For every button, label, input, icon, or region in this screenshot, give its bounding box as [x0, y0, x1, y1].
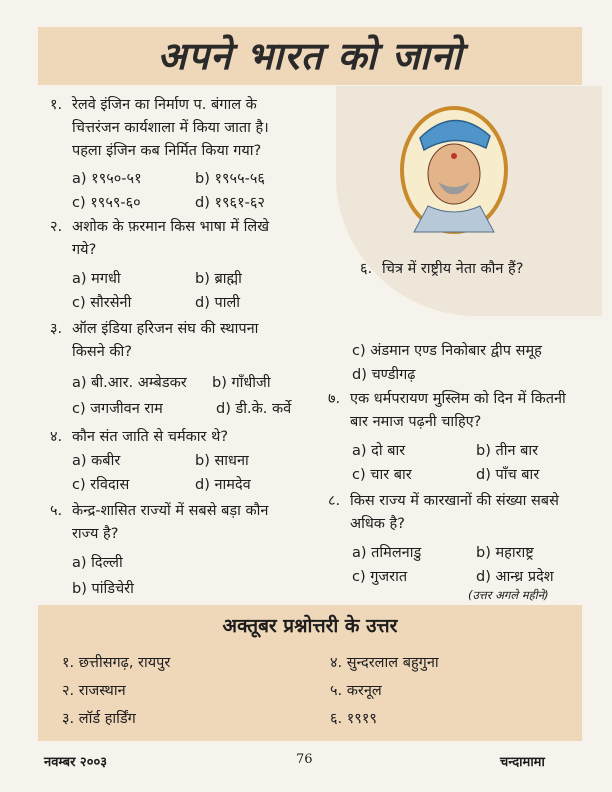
option-c: c) सौरसेनी	[72, 295, 132, 311]
question-text-line: बार नमाज पढ़नी चाहिए?	[350, 414, 482, 430]
answer-item: ६. १९१९	[330, 711, 377, 727]
next-month-note: (उत्तर अगले महीने)	[468, 588, 549, 602]
option-c: c) रविदास	[72, 477, 130, 493]
option-d: d) नामदेव	[195, 477, 251, 493]
option-d: d) आन्ध्र प्रदेश	[476, 569, 554, 585]
question-number: ३.	[50, 321, 63, 337]
question-text-line: राज्य है?	[72, 526, 119, 542]
answer-item: ३. लॉर्ड हार्डिंग	[62, 711, 136, 727]
option-b: b) साधना	[195, 453, 249, 469]
option-b: b) तीन बार	[476, 443, 539, 459]
question-number: ५.	[50, 503, 63, 519]
answer-item: १. छत्तीसगढ़, रायपुर	[62, 655, 171, 671]
answers-title: अक्तूबर प्रश्नोत्तरी के उत्तर	[222, 615, 398, 637]
answer-item: ४. सुन्दरलाल बहुगुना	[330, 655, 439, 671]
option-d: d) चण्डीगढ़	[352, 367, 416, 383]
question-text-line: केन्द्र-शासित राज्यों में सबसे बड़ा कौन	[72, 503, 269, 519]
question-text-line: अधिक है?	[350, 516, 405, 532]
option-b: b) १९५५-५६	[195, 171, 265, 187]
question-number: ७.	[328, 391, 341, 407]
question-number: २.	[50, 219, 63, 235]
question-text-line: गये?	[72, 242, 97, 258]
option-a: a) तमिलनाडु	[352, 545, 422, 561]
answer-item: ५. करनूल	[330, 683, 382, 699]
question-3	[50, 318, 320, 364]
option-c: c) १९५९-६०	[72, 195, 141, 211]
question-7	[328, 388, 588, 434]
question-6	[360, 258, 580, 281]
question-text-line: पहला इंजिन कब निर्मित किया गया?	[72, 143, 262, 159]
question-4	[50, 426, 320, 449]
answer-item: २. राजस्थान	[62, 683, 126, 699]
question-8	[328, 490, 588, 536]
option-c: c) चार बार	[352, 467, 412, 483]
option-b: b) गाँधीजी	[212, 375, 271, 391]
option-b: b) महाराष्ट्र	[476, 545, 534, 561]
page-number: 76	[296, 752, 313, 767]
question-1	[50, 94, 320, 163]
question-2	[50, 216, 320, 262]
question-number: १.	[50, 97, 63, 113]
option-a: a) दो बार	[352, 443, 406, 459]
question-text-line: अशोक के फ़रमान किस भाषा में लिखे	[72, 219, 270, 235]
option-a: a) मगधी	[72, 271, 121, 287]
option-d: d) पाली	[195, 295, 241, 311]
option-a: a) बी.आर. अम्बेडकर	[72, 375, 187, 391]
option-a: a) १९५०-५१	[72, 171, 142, 187]
question-number: ६.	[360, 261, 373, 277]
question-text-line: किस राज्य में कारखानों की संख्या सबसे	[350, 493, 559, 509]
option-d: d) डी.के. कर्वे	[216, 401, 292, 417]
option-d: d) १९६१-६२	[195, 195, 265, 211]
footer-issue-date: नवम्बर २००३	[44, 755, 107, 770]
option-a: a) कबीर	[72, 453, 121, 469]
footer-magazine-name: चन्दामामा	[500, 755, 545, 770]
option-d: d) पाँच बार	[476, 467, 540, 483]
question-text-line: कौन संत जाति से चर्मकार थे?	[72, 429, 229, 445]
question-number: ८.	[328, 493, 341, 509]
option-c: c) अंडमान एण्ड निकोबार द्वीप समूह	[352, 343, 542, 359]
option-c: c) गुजरात	[352, 569, 408, 585]
option-b: b) ब्राह्मी	[195, 271, 242, 287]
option-b: b) पांडिचेरी	[72, 581, 134, 597]
national-leader-portrait	[398, 96, 510, 236]
question-text-line: ऑल इंडिया हरिजन संघ की स्थापना	[72, 321, 259, 337]
question-number: ४.	[50, 429, 63, 445]
question-text-line: किसने की?	[72, 344, 132, 360]
option-a: a) दिल्ली	[72, 555, 123, 571]
question-text-line: एक धर्मपरायण मुस्लिम को दिन में कितनी	[350, 391, 566, 407]
page-title: अपने भारत को जानो	[157, 33, 463, 78]
question-text-line: रेलवे इंजिन का निर्माण प. बंगाल के	[72, 97, 257, 113]
question-text-line: चित्र में राष्ट्रीय नेता कौन हैं?	[382, 261, 524, 277]
option-c: c) जगजीवन राम	[72, 401, 163, 417]
question-5	[50, 500, 320, 546]
question-text-line: चित्तरंजन कार्यशाला में किया जाता है।	[72, 120, 269, 136]
